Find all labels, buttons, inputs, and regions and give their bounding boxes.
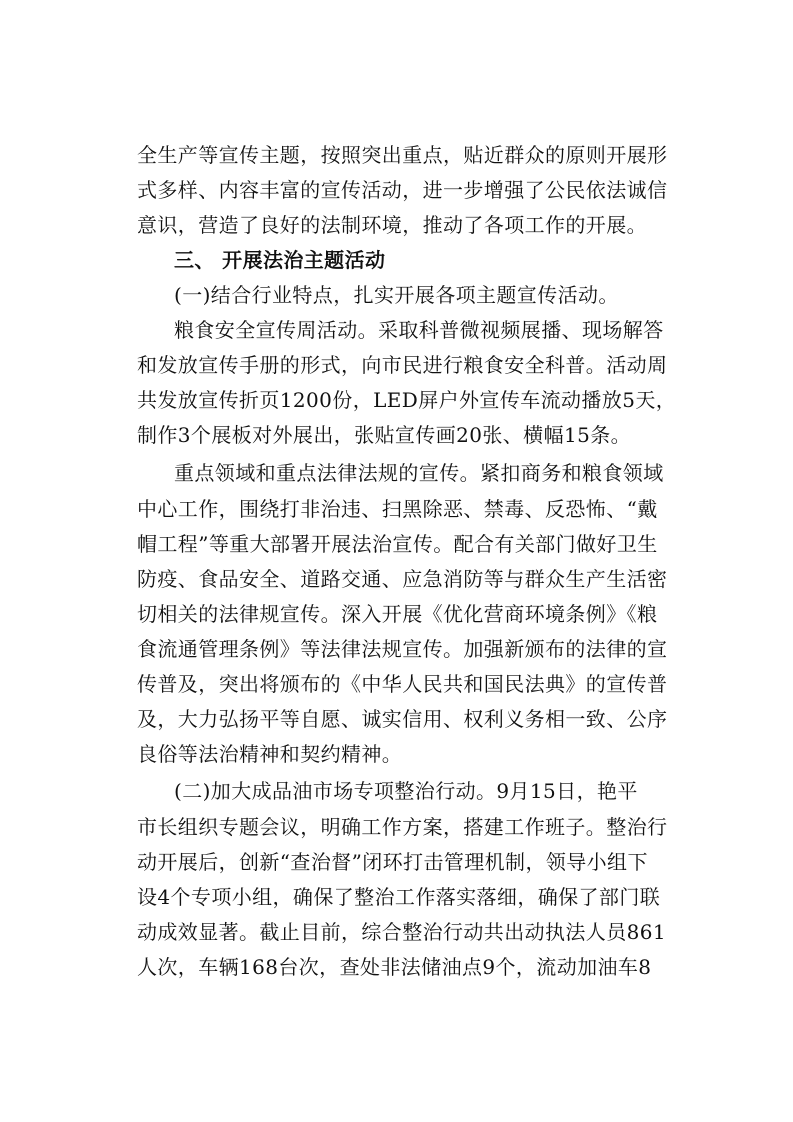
paragraph-2-line-4: 制作3个展板对外展出，张贴宣传画20张、横幅15条。	[137, 423, 632, 447]
paragraph-3-line-4: 防疫、食品安全、道路交通、应急消防等与群众生产生活密	[137, 567, 668, 591]
paragraph-1-line-1: 全生产等宣传主题，按照突出重点，贴近群众的原则开展形	[137, 143, 668, 167]
paragraph-4-line-2: 市长组织专题会议，明确工作方案，搭建工作班子。整治行	[137, 815, 668, 839]
paragraph-3-line-2: 中心工作，围绕打非治违、扫黑除恶、禁毒、反恐怖、“戴	[137, 497, 658, 521]
paragraph-3-line-1: 重点领域和重点法律法规的宣传。紧扣商务和粮食领域	[174, 461, 664, 485]
section-heading: 三、 开展法治主题活动	[174, 248, 386, 272]
paragraph-3-line-6: 食流通管理条例》等法律法规宣传。加强新颁布的法律的宣	[137, 637, 668, 661]
paragraph-2-line-3: 共发放宣传折页1200份，LED屏户外宣传车流动播放5天，	[137, 388, 677, 412]
paragraph-3-line-9: 良俗等法治精神和契约精神。	[137, 742, 403, 766]
paragraph-3-line-8: 及，大力弘扬平等自愿、诚实信用、权利义务相一致、公序	[137, 707, 668, 731]
paragraph-4-line-5: 动成效显著。截止目前，综合整治行动共出动执法人员861	[137, 920, 666, 944]
paragraph-3-line-3: 帽工程”等重大部署开展法治宣传。配合有关部门做好卫生	[137, 532, 658, 556]
paragraph-4-line-4: 设4个专项小组，确保了整治工作落实落细，确保了部门联	[137, 885, 661, 909]
paragraph-3-line-5: 切相关的法律规宣传。深入开展《优化营商环境条例》《粮	[137, 602, 658, 626]
paragraph-3-line-7: 传普及，突出将颁布的《中华人民共和国民法典》的宣传普	[137, 672, 668, 696]
paragraph-4-line-1: (二)加大成品油市场专项整治行动。9月15日，艳平	[174, 779, 638, 803]
paragraph-4-line-3: 动开展后，创新“查治督”闭环打击管理机制，领导小组下	[137, 850, 648, 874]
paragraph-2-line-2: 和发放宣传手册的形式，向市民进行粮食安全科普。活动周	[137, 353, 668, 377]
paragraph-1-line-2: 式多样、内容丰富的宣传活动，进一步增强了公民依法诚信	[137, 178, 668, 202]
paragraph-4-line-6: 人次，车辆168台次，查处非法储油点9个，流动加油车8	[137, 955, 652, 979]
subheading-1: (一)结合行业特点，扎实开展各项主题宣传活动。	[174, 283, 619, 307]
paragraph-1-line-3: 意识，营造了良好的法制环境，推动了各项工作的开展。	[137, 213, 647, 237]
paragraph-2-line-1: 粮食安全宣传周活动。采取科普微视频展播、现场解答	[174, 318, 664, 342]
